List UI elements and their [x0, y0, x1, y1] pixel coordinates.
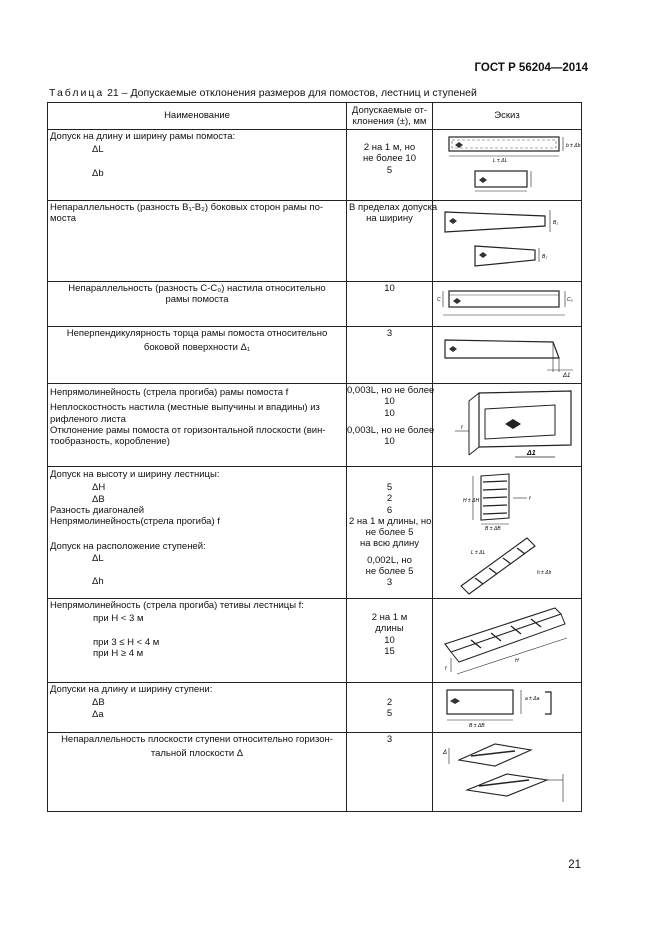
- table-row: [48, 282, 582, 327]
- row-text: Неперпендикулярность торца рамы помоста относительно: [66, 328, 328, 339]
- row-text: ΔL: [92, 552, 104, 564]
- table-row: [48, 467, 582, 599]
- row-name-cell: [48, 384, 347, 467]
- stringer-deflection-sketch-icon: [435, 600, 584, 681]
- svg-text:B₁: B₁: [553, 220, 558, 226]
- row-value: 5: [386, 164, 393, 176]
- sketch-cell: [433, 201, 582, 282]
- svg-text:L ± ΔL: L ± ΔL: [493, 158, 508, 164]
- row-text: Непараллельность (разность B₁-B₂) боковых сторон рамы по-: [50, 202, 324, 213]
- row-text: рифленого листа: [50, 413, 126, 425]
- column-header-tolerance: [347, 103, 433, 130]
- row-text: Разность диагоналей: [50, 504, 145, 516]
- svg-text:C: C: [437, 297, 441, 303]
- row-text: Непрямолинейность (стрела прогиба) рамы помоста f: [50, 387, 289, 398]
- table-title: [49, 87, 477, 99]
- row-value: В пределах допуска: [349, 202, 438, 213]
- row-value: на ширину: [366, 213, 413, 225]
- row-value: 0,002L, но: [367, 554, 412, 566]
- row-text: Непараллельность плоскости ступени относительно горизон-: [61, 734, 333, 745]
- row-text: Допуски на длину и ширину ступени:: [50, 684, 213, 695]
- svg-text:B ± ΔB: B ± ΔB: [469, 723, 485, 729]
- svg-text:Δ1: Δ1: [563, 373, 571, 379]
- row-text: Δb: [92, 167, 104, 179]
- table-row: [48, 733, 582, 812]
- row-text: ΔB: [92, 493, 105, 505]
- row-text: Непрямолинейность(стрела прогиба) f: [50, 516, 220, 528]
- row-text: ΔL: [92, 144, 104, 156]
- sketch-cell: [433, 683, 582, 733]
- row-value: длины: [375, 623, 404, 635]
- svg-text:b ± Δb: b ± Δb: [566, 143, 581, 149]
- row-value-cell: [347, 467, 433, 599]
- row-value: 15: [384, 645, 395, 657]
- sketch-cell: [433, 130, 582, 201]
- row-name-cell: [48, 683, 347, 733]
- table-row: [48, 683, 582, 733]
- row-name-cell: [48, 201, 347, 282]
- frame-nonparallel-sketch-icon: [435, 202, 584, 280]
- ladder-sketch-icon: [435, 468, 584, 597]
- row-value: 2: [386, 697, 393, 708]
- row-text: Допуск на расположение ступеней:: [50, 541, 206, 553]
- row-value-cell: [347, 683, 433, 733]
- column-header-tolerance-line1: Допускаемые от-: [351, 104, 428, 116]
- table-title-prefix: Таблица: [49, 87, 105, 99]
- sketch-cell: [433, 599, 582, 683]
- row-text: тообразность, коробление): [50, 436, 170, 448]
- row-value-cell: [347, 201, 438, 282]
- row-value: 0,003L, но не более: [347, 424, 435, 436]
- row-name-cell: [48, 467, 347, 599]
- table-row: [48, 327, 582, 384]
- svg-text:B₂: B₂: [542, 254, 548, 260]
- row-value-cell: [347, 384, 433, 467]
- row-text: боковой поверхности Δ₁: [143, 342, 251, 354]
- sketch-cell: [433, 733, 582, 812]
- svg-text:f: f: [529, 496, 531, 502]
- row-text: рамы помоста: [165, 294, 229, 306]
- row-value: 10: [384, 634, 395, 646]
- svg-text:f: f: [461, 425, 463, 431]
- table-row: [48, 384, 582, 467]
- row-name-cell: [48, 733, 347, 812]
- row-value: 3: [386, 734, 393, 745]
- row-value: 2 на 1 м, но: [363, 142, 416, 153]
- deck-nonparallel-sketch-icon: [435, 283, 584, 325]
- svg-text:a ± Δa: a ± Δa: [525, 696, 540, 702]
- step-tilt-sketch-icon: [435, 734, 584, 810]
- frame-deflection-sketch-icon: [435, 385, 584, 465]
- row-text: Δa: [92, 708, 104, 720]
- row-value: 0,003L, но не более: [347, 385, 435, 396]
- row-value: не более 5: [365, 566, 414, 578]
- row-text: Неплоскостность настила (местные выпучины и впадины) из: [50, 402, 320, 414]
- svg-text:h ± Δh: h ± Δh: [537, 570, 552, 576]
- row-value: 10: [384, 407, 395, 419]
- row-value-cell: [347, 327, 433, 384]
- svg-text:f: f: [445, 666, 447, 672]
- row-value: 10: [384, 436, 395, 448]
- table-row: [48, 130, 582, 201]
- row-name-cell: [48, 282, 347, 327]
- svg-text:C₀: C₀: [567, 297, 573, 303]
- row-value: не более 5: [365, 527, 414, 539]
- row-value: на всю длину: [359, 538, 419, 550]
- svg-text:Δ1: Δ1: [527, 450, 536, 457]
- row-value: 5: [386, 482, 393, 493]
- row-value: 3: [386, 577, 393, 589]
- row-text: Непараллельность (разность С-С₀) настила относительно: [68, 283, 326, 294]
- tolerance-table: [47, 102, 582, 812]
- row-value-cell: [347, 282, 433, 327]
- row-value-cell: [347, 733, 433, 812]
- row-text: Δh: [92, 576, 104, 588]
- row-name-cell: [48, 599, 347, 683]
- row-text: ΔH: [92, 482, 106, 494]
- row-name-cell: [48, 130, 347, 201]
- step-sketch-icon: [435, 684, 584, 731]
- svg-text:H: H: [515, 658, 519, 664]
- row-value: 10: [384, 396, 395, 408]
- svg-text:H ± ΔH: H ± ΔH: [463, 498, 480, 504]
- column-header-tolerance-line2: клонения (±), мм: [352, 116, 427, 127]
- row-text: тальной плоскости Δ: [150, 748, 244, 760]
- column-header-name: Наименование: [48, 103, 347, 130]
- sketch-cell: [433, 327, 582, 384]
- column-header-sketch: Эскиз: [433, 103, 582, 130]
- row-text: Отклонение рамы помоста от горизонтальной плоскости (вин-: [50, 424, 326, 436]
- sketch-cell: [433, 384, 582, 467]
- svg-text:B ± ΔB: B ± ΔB: [485, 526, 501, 532]
- svg-text:L ± ΔL: L ± ΔL: [471, 550, 486, 556]
- table-row: [48, 201, 582, 282]
- row-value: 2 на 1 м длины, но: [349, 515, 432, 527]
- row-value-cell: [347, 130, 433, 201]
- row-value: 2: [386, 493, 393, 505]
- sketch-cell: [433, 282, 582, 327]
- table-row: [48, 599, 582, 683]
- row-text: ΔB: [92, 697, 105, 709]
- row-text: моста: [50, 213, 77, 225]
- platform-frame-sketch-icon: [435, 131, 584, 199]
- row-text: Допуск на длину и ширину рамы помоста:: [50, 131, 236, 142]
- row-name-cell: [48, 327, 347, 384]
- row-value: не более 10: [362, 153, 416, 165]
- document-header: ГОСТ Р 56204—2014: [474, 62, 588, 74]
- row-text: Непрямолинейность (стрела прогиба) тетивы лестницы f:: [50, 600, 304, 611]
- row-text: Допуск на высоту и ширину лестницы:: [50, 469, 220, 480]
- row-text: при 3 ≤ H < 4 м: [93, 636, 160, 648]
- svg-text:Δ: Δ: [443, 750, 448, 756]
- row-text: при H < 3 м: [93, 613, 144, 625]
- sketch-cell: [433, 467, 582, 599]
- table-header-row: [48, 103, 582, 130]
- row-value: 2 на 1 м: [371, 612, 408, 623]
- frame-perpendicularity-sketch-icon: [435, 328, 584, 382]
- table-title-text: 21 – Допускаемые отклонения размеров для помостов, лестниц и ступеней: [104, 87, 477, 99]
- page-number: 21: [568, 859, 581, 871]
- row-value: 6: [386, 504, 393, 516]
- row-value: 3: [386, 328, 393, 339]
- row-value-cell: [347, 599, 433, 683]
- row-value: 5: [386, 708, 393, 720]
- row-value: 10: [384, 283, 395, 294]
- row-text: при H ≥ 4 м: [93, 647, 144, 659]
